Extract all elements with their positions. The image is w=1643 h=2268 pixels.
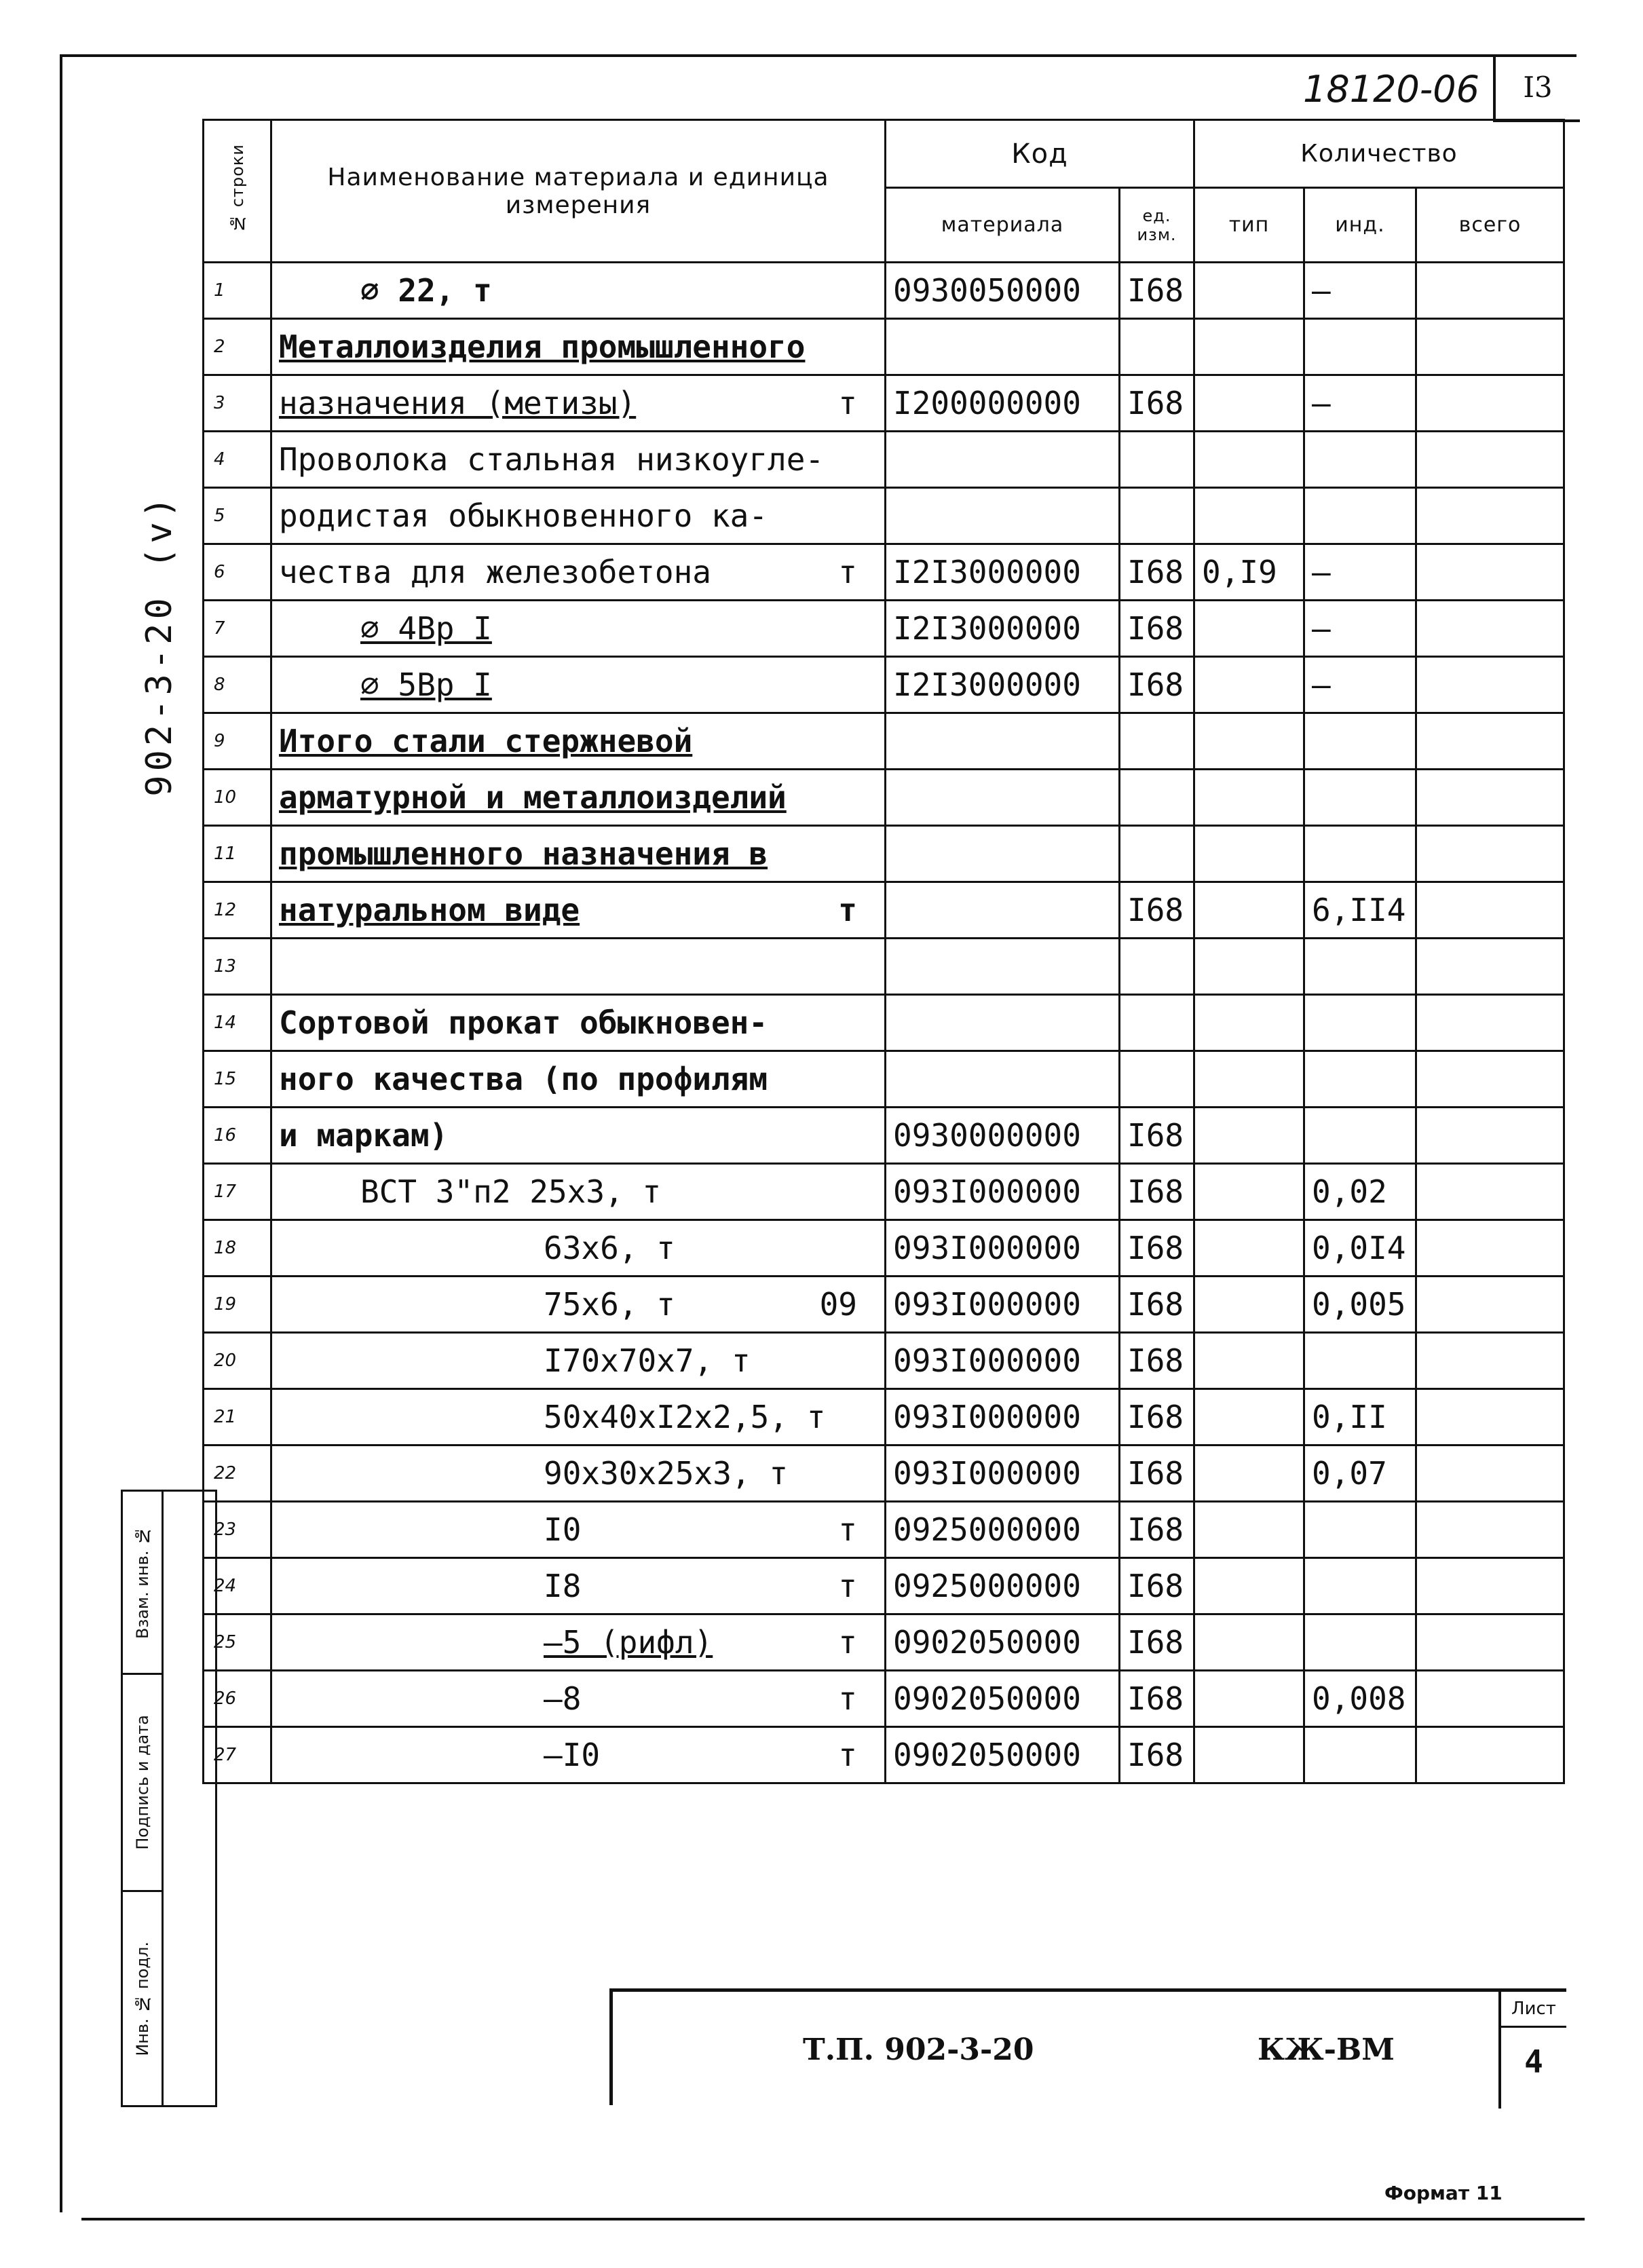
row-name-text: –5 (рифл) (544, 1624, 713, 1661)
row-qty-ind (1304, 826, 1416, 882)
row-number: 25 (204, 1614, 271, 1671)
row-number: 12 (204, 882, 271, 939)
row-qty-ind: – (1304, 263, 1416, 319)
row-material-name (271, 375, 886, 432)
table-row (204, 1558, 1564, 1614)
row-qty-type (1194, 375, 1304, 432)
document-code: 18120-06 (1303, 68, 1479, 111)
row-unit-mark: т (838, 892, 857, 928)
row-material-code (886, 319, 1120, 375)
row-number: 16 (204, 1108, 271, 1164)
row-name-text: Сортовой прокат обыкновен- (279, 1004, 768, 1041)
row-unit-code (1120, 1051, 1194, 1108)
row-qty-ind: 0,0I4 (1304, 1220, 1416, 1277)
row-qty-total (1416, 1614, 1564, 1671)
row-material-code: 0925000000 (886, 1502, 1120, 1558)
row-qty-ind: 0,005 (1304, 1277, 1416, 1333)
row-qty-ind (1304, 1727, 1416, 1783)
row-number: 27 (204, 1727, 271, 1783)
binding-podpis: Подпись и дата (123, 1675, 164, 1892)
row-qty-total (1416, 1333, 1564, 1389)
table-row (204, 1614, 1564, 1671)
row-qty-total (1416, 319, 1564, 375)
table-row (204, 1277, 1564, 1333)
row-material-code (886, 882, 1120, 939)
row-material-code (886, 826, 1120, 882)
row-qty-type (1194, 1220, 1304, 1277)
corner-sheet-number: I3 (1493, 54, 1580, 122)
row-unit-code: I68 (1120, 1502, 1194, 1558)
row-number: 23 (204, 1502, 271, 1558)
row-name-text: арматурной и металлоизделий (279, 779, 787, 816)
row-qty-type (1194, 939, 1304, 995)
row-material-code: I2I3000000 (886, 544, 1120, 601)
row-qty-total (1416, 375, 1564, 432)
row-number: 24 (204, 1558, 271, 1614)
row-material-code: 0902050000 (886, 1614, 1120, 1671)
row-material-code: 093I000000 (886, 1389, 1120, 1445)
row-qty-ind: 6,II4 (1304, 882, 1416, 939)
row-unit-mark: 09 (819, 1286, 857, 1323)
row-number: 26 (204, 1671, 271, 1727)
title-block-sheet-label: Лист (1501, 1992, 1566, 2028)
row-unit-code: I68 (1120, 1671, 1194, 1727)
row-name-text: назначения (метизы) (279, 385, 637, 421)
row-qty-type (1194, 657, 1304, 713)
row-material-code: 093I000000 (886, 1277, 1120, 1333)
row-qty-type (1194, 1671, 1304, 1727)
row-unit-code: I68 (1120, 1558, 1194, 1614)
table-row (204, 1671, 1564, 1727)
row-name-text: промышленного назначения в (279, 835, 768, 872)
row-name-text: Итого стали стержневой (279, 723, 693, 759)
row-qty-type (1194, 601, 1304, 657)
row-qty-ind: – (1304, 375, 1416, 432)
row-qty-ind (1304, 995, 1416, 1051)
row-material-name (271, 1614, 886, 1671)
table-row (204, 995, 1564, 1051)
row-qty-type (1194, 488, 1304, 544)
row-material-code (886, 713, 1120, 770)
row-material-name (271, 1445, 886, 1502)
row-qty-ind: 0,II (1304, 1389, 1416, 1445)
row-name-text: ∅ 22, т (360, 272, 492, 309)
row-unit-mark: т (838, 554, 857, 590)
title-block-code: Т.П. 902-3-20 (803, 2033, 1034, 2067)
table-row (204, 1502, 1564, 1558)
row-material-name (271, 432, 886, 488)
row-material-name (271, 488, 886, 544)
row-material-name (271, 657, 886, 713)
row-unit-code (1120, 432, 1194, 488)
row-qty-total (1416, 826, 1564, 882)
row-name-text: I70х70х7, т (544, 1342, 751, 1379)
row-unit-code: I68 (1120, 1389, 1194, 1445)
row-qty-ind (1304, 432, 1416, 488)
table-row (204, 1108, 1564, 1164)
row-unit-code (1120, 770, 1194, 826)
row-qty-ind: 0,02 (1304, 1164, 1416, 1220)
row-qty-type (1194, 1727, 1304, 1783)
table-row (204, 488, 1564, 544)
row-unit-code (1120, 488, 1194, 544)
row-qty-total (1416, 263, 1564, 319)
row-qty-total (1416, 657, 1564, 713)
row-qty-ind: 0,008 (1304, 1671, 1416, 1727)
table-row (204, 1051, 1564, 1108)
row-material-code (886, 432, 1120, 488)
binding-vzam: Взам. инв. № (123, 1492, 164, 1675)
row-qty-type (1194, 1502, 1304, 1558)
row-qty-ind (1304, 1558, 1416, 1614)
row-qty-ind (1304, 1614, 1416, 1671)
row-qty-type (1194, 1277, 1304, 1333)
row-qty-total (1416, 488, 1564, 544)
row-unit-code: I68 (1120, 375, 1194, 432)
table-row (204, 544, 1564, 601)
row-material-code (886, 770, 1120, 826)
row-material-code: I2I3000000 (886, 657, 1120, 713)
header-code-unit: ед. изм. (1120, 188, 1194, 263)
row-qty-ind (1304, 1333, 1416, 1389)
row-qty-type (1194, 770, 1304, 826)
title-block-mark: КЖ-ВМ (1258, 2033, 1395, 2067)
row-qty-type (1194, 1614, 1304, 1671)
side-project-code-text: 902-3-20 (v) (139, 493, 180, 797)
row-unit-code (1120, 995, 1194, 1051)
row-material-name (271, 713, 886, 770)
header-qty-ind: инд. (1304, 188, 1416, 263)
row-unit-code: I68 (1120, 601, 1194, 657)
table-row (204, 1220, 1564, 1277)
row-material-name (271, 1558, 886, 1614)
row-material-name (271, 1333, 886, 1389)
header-name: Наименование материала и единица измерения (271, 120, 886, 263)
row-qty-total (1416, 770, 1564, 826)
row-name-text: 90х30х25х3, т (544, 1455, 789, 1492)
row-qty-ind: – (1304, 544, 1416, 601)
row-unit-code: I68 (1120, 1220, 1194, 1277)
row-unit-code (1120, 826, 1194, 882)
row-number: 19 (204, 1277, 271, 1333)
row-unit-code: I68 (1120, 544, 1194, 601)
row-qty-total (1416, 1671, 1564, 1727)
row-qty-type (1194, 1558, 1304, 1614)
row-unit-mark: т (838, 1680, 857, 1717)
row-name-text: –I0 (544, 1737, 601, 1773)
row-qty-total (1416, 601, 1564, 657)
row-unit-code (1120, 713, 1194, 770)
table-row (204, 1445, 1564, 1502)
row-material-code: 093I000000 (886, 1164, 1120, 1220)
row-unit-code: I68 (1120, 1108, 1194, 1164)
row-material-code: I2I3000000 (886, 601, 1120, 657)
row-qty-total (1416, 713, 1564, 770)
row-material-name (271, 1108, 886, 1164)
row-qty-type (1194, 1445, 1304, 1502)
row-material-name (271, 1277, 886, 1333)
table-row (204, 770, 1564, 826)
title-block-sheet-number: 4 (1524, 2043, 1543, 2080)
row-qty-total (1416, 882, 1564, 939)
row-name-text: натуральном виде (279, 892, 580, 928)
row-name-text: 75х6, т (544, 1286, 675, 1323)
row-material-name (271, 995, 886, 1051)
frame-left-border (60, 54, 62, 2212)
row-unit-code: I68 (1120, 1333, 1194, 1389)
row-qty-total (1416, 1727, 1564, 1783)
row-unit-code: I68 (1120, 1164, 1194, 1220)
table-row (204, 882, 1564, 939)
table-row (204, 601, 1564, 657)
row-material-name (271, 1671, 886, 1727)
table-row (204, 1727, 1564, 1783)
row-qty-type: 0,I9 (1194, 544, 1304, 601)
row-material-name (271, 1727, 886, 1783)
row-name-text: 50х40хI2х2,5, т (544, 1399, 826, 1435)
header-row-no: № строки (204, 120, 271, 263)
row-unit-mark: т (838, 1737, 857, 1773)
row-name-text: 63х6, т (544, 1230, 675, 1266)
row-material-code: 0902050000 (886, 1671, 1120, 1727)
row-material-code: 0902050000 (886, 1727, 1120, 1783)
row-qty-type (1194, 319, 1304, 375)
format-label: Формат 11 (1384, 2182, 1503, 2204)
frame-top-border (60, 54, 1576, 57)
row-number: 9 (204, 713, 271, 770)
row-material-name (271, 1164, 886, 1220)
row-material-name (271, 263, 886, 319)
row-material-code: I200000000 (886, 375, 1120, 432)
row-material-code (886, 1051, 1120, 1108)
title-block-sheet (1498, 1992, 1566, 2109)
row-number: 13 (204, 939, 271, 995)
row-unit-code: I68 (1120, 263, 1194, 319)
row-name-text: I8 (544, 1568, 582, 1604)
row-qty-total (1416, 432, 1564, 488)
row-qty-type (1194, 713, 1304, 770)
row-material-name (271, 1051, 886, 1108)
row-name-text: Проволока стальная низкоугле- (279, 441, 825, 478)
header-code: Код (886, 120, 1194, 188)
row-number: 6 (204, 544, 271, 601)
row-qty-total (1416, 544, 1564, 601)
row-qty-ind (1304, 939, 1416, 995)
row-unit-code: I68 (1120, 1727, 1194, 1783)
row-qty-total (1416, 939, 1564, 995)
row-material-code: 0930000000 (886, 1108, 1120, 1164)
row-number: 3 (204, 375, 271, 432)
row-qty-total (1416, 1558, 1564, 1614)
row-qty-total (1416, 1389, 1564, 1445)
row-qty-type (1194, 1108, 1304, 1164)
row-material-name (271, 1389, 886, 1445)
row-qty-type (1194, 432, 1304, 488)
row-name-text: ного качества (по профилям (279, 1061, 768, 1097)
header-code-material: материала (886, 188, 1120, 263)
row-qty-total (1416, 1108, 1564, 1164)
row-material-code: 093I000000 (886, 1333, 1120, 1389)
row-name-text: родистая обыкновенного ка- (279, 497, 768, 534)
row-qty-type (1194, 826, 1304, 882)
row-material-name (271, 1502, 886, 1558)
row-qty-ind (1304, 1108, 1416, 1164)
row-material-name (271, 770, 886, 826)
row-number: 11 (204, 826, 271, 882)
row-name-text: и маркам) (279, 1117, 449, 1154)
material-spec-table (202, 119, 1565, 1784)
row-unit-mark: т (838, 1568, 857, 1604)
row-qty-type (1194, 1051, 1304, 1108)
frame-bottom-border (81, 2218, 1585, 2220)
binding-inv: Инв. № подл. (123, 1892, 164, 2105)
row-qty-total (1416, 1445, 1564, 1502)
row-material-code: 093I000000 (886, 1445, 1120, 1502)
row-name-text: –8 (544, 1680, 582, 1717)
row-number: 1 (204, 263, 271, 319)
row-number: 15 (204, 1051, 271, 1108)
table-row (204, 1333, 1564, 1389)
row-qty-total (1416, 995, 1564, 1051)
row-unit-mark: т (838, 1624, 857, 1661)
row-qty-ind: – (1304, 657, 1416, 713)
row-qty-total (1416, 1502, 1564, 1558)
row-material-code: 0930050000 (886, 263, 1120, 319)
header-qty-type: тип (1194, 188, 1304, 263)
row-unit-mark: т (838, 385, 857, 421)
row-qty-ind (1304, 319, 1416, 375)
header-qty-total: всего (1416, 188, 1564, 263)
row-qty-total (1416, 1220, 1564, 1277)
row-qty-type (1194, 263, 1304, 319)
row-qty-total (1416, 1164, 1564, 1220)
row-material-code (886, 995, 1120, 1051)
row-number: 7 (204, 601, 271, 657)
row-number: 5 (204, 488, 271, 544)
row-number: 4 (204, 432, 271, 488)
row-unit-code (1120, 319, 1194, 375)
row-material-code: 0925000000 (886, 1558, 1120, 1614)
row-material-code (886, 939, 1120, 995)
row-number: 20 (204, 1333, 271, 1389)
row-name-text: ∅ 5Вр I (360, 666, 492, 703)
row-material-name (271, 1220, 886, 1277)
row-material-name (271, 826, 886, 882)
row-material-name (271, 544, 886, 601)
table-row (204, 432, 1564, 488)
row-qty-ind: – (1304, 601, 1416, 657)
row-qty-ind (1304, 1051, 1416, 1108)
row-name-text: Металлоизделия промышленного (279, 328, 806, 365)
row-number: 18 (204, 1220, 271, 1277)
row-qty-ind (1304, 770, 1416, 826)
row-material-name (271, 882, 886, 939)
row-number: 8 (204, 657, 271, 713)
header-quantity: Количество (1194, 120, 1564, 188)
row-qty-ind: 0,07 (1304, 1445, 1416, 1502)
row-unit-code: I68 (1120, 1614, 1194, 1671)
table-row (204, 263, 1564, 319)
row-material-name (271, 319, 886, 375)
row-unit-code: I68 (1120, 657, 1194, 713)
table-row (204, 657, 1564, 713)
table-row (204, 1164, 1564, 1220)
row-name-text: чества для железобетона (279, 554, 711, 590)
row-unit-code: I68 (1120, 1445, 1194, 1502)
row-unit-code (1120, 939, 1194, 995)
row-unit-code: I68 (1120, 1277, 1194, 1333)
row-name-text: ВСТ 3"п2 25х3, т (360, 1173, 662, 1210)
row-number: 22 (204, 1445, 271, 1502)
row-number: 10 (204, 770, 271, 826)
row-qty-type (1194, 995, 1304, 1051)
row-qty-ind (1304, 488, 1416, 544)
row-name-text: I0 (544, 1511, 582, 1548)
row-number: 21 (204, 1389, 271, 1445)
row-qty-type (1194, 1164, 1304, 1220)
row-number: 17 (204, 1164, 271, 1220)
row-qty-type (1194, 1333, 1304, 1389)
row-material-code (886, 488, 1120, 544)
row-name-text: ∅ 4Вр I (360, 610, 492, 647)
table-row (204, 713, 1564, 770)
row-material-name (271, 601, 886, 657)
row-number: 2 (204, 319, 271, 375)
row-material-name (271, 939, 886, 995)
row-unit-code: I68 (1120, 882, 1194, 939)
binding-strip (121, 1490, 217, 2107)
row-qty-total (1416, 1277, 1564, 1333)
table-row (204, 1389, 1564, 1445)
row-qty-type (1194, 882, 1304, 939)
table-row (204, 826, 1564, 882)
table-row (204, 939, 1564, 995)
row-qty-ind (1304, 1502, 1416, 1558)
row-qty-ind (1304, 713, 1416, 770)
row-qty-type (1194, 1389, 1304, 1445)
row-material-code: 093I000000 (886, 1220, 1120, 1277)
row-unit-mark: т (838, 1511, 857, 1548)
table-row (204, 375, 1564, 432)
row-number: 14 (204, 995, 271, 1051)
title-block (609, 1988, 1566, 2105)
row-qty-total (1416, 1051, 1564, 1108)
side-project-code (136, 407, 183, 882)
table-row (204, 319, 1564, 375)
